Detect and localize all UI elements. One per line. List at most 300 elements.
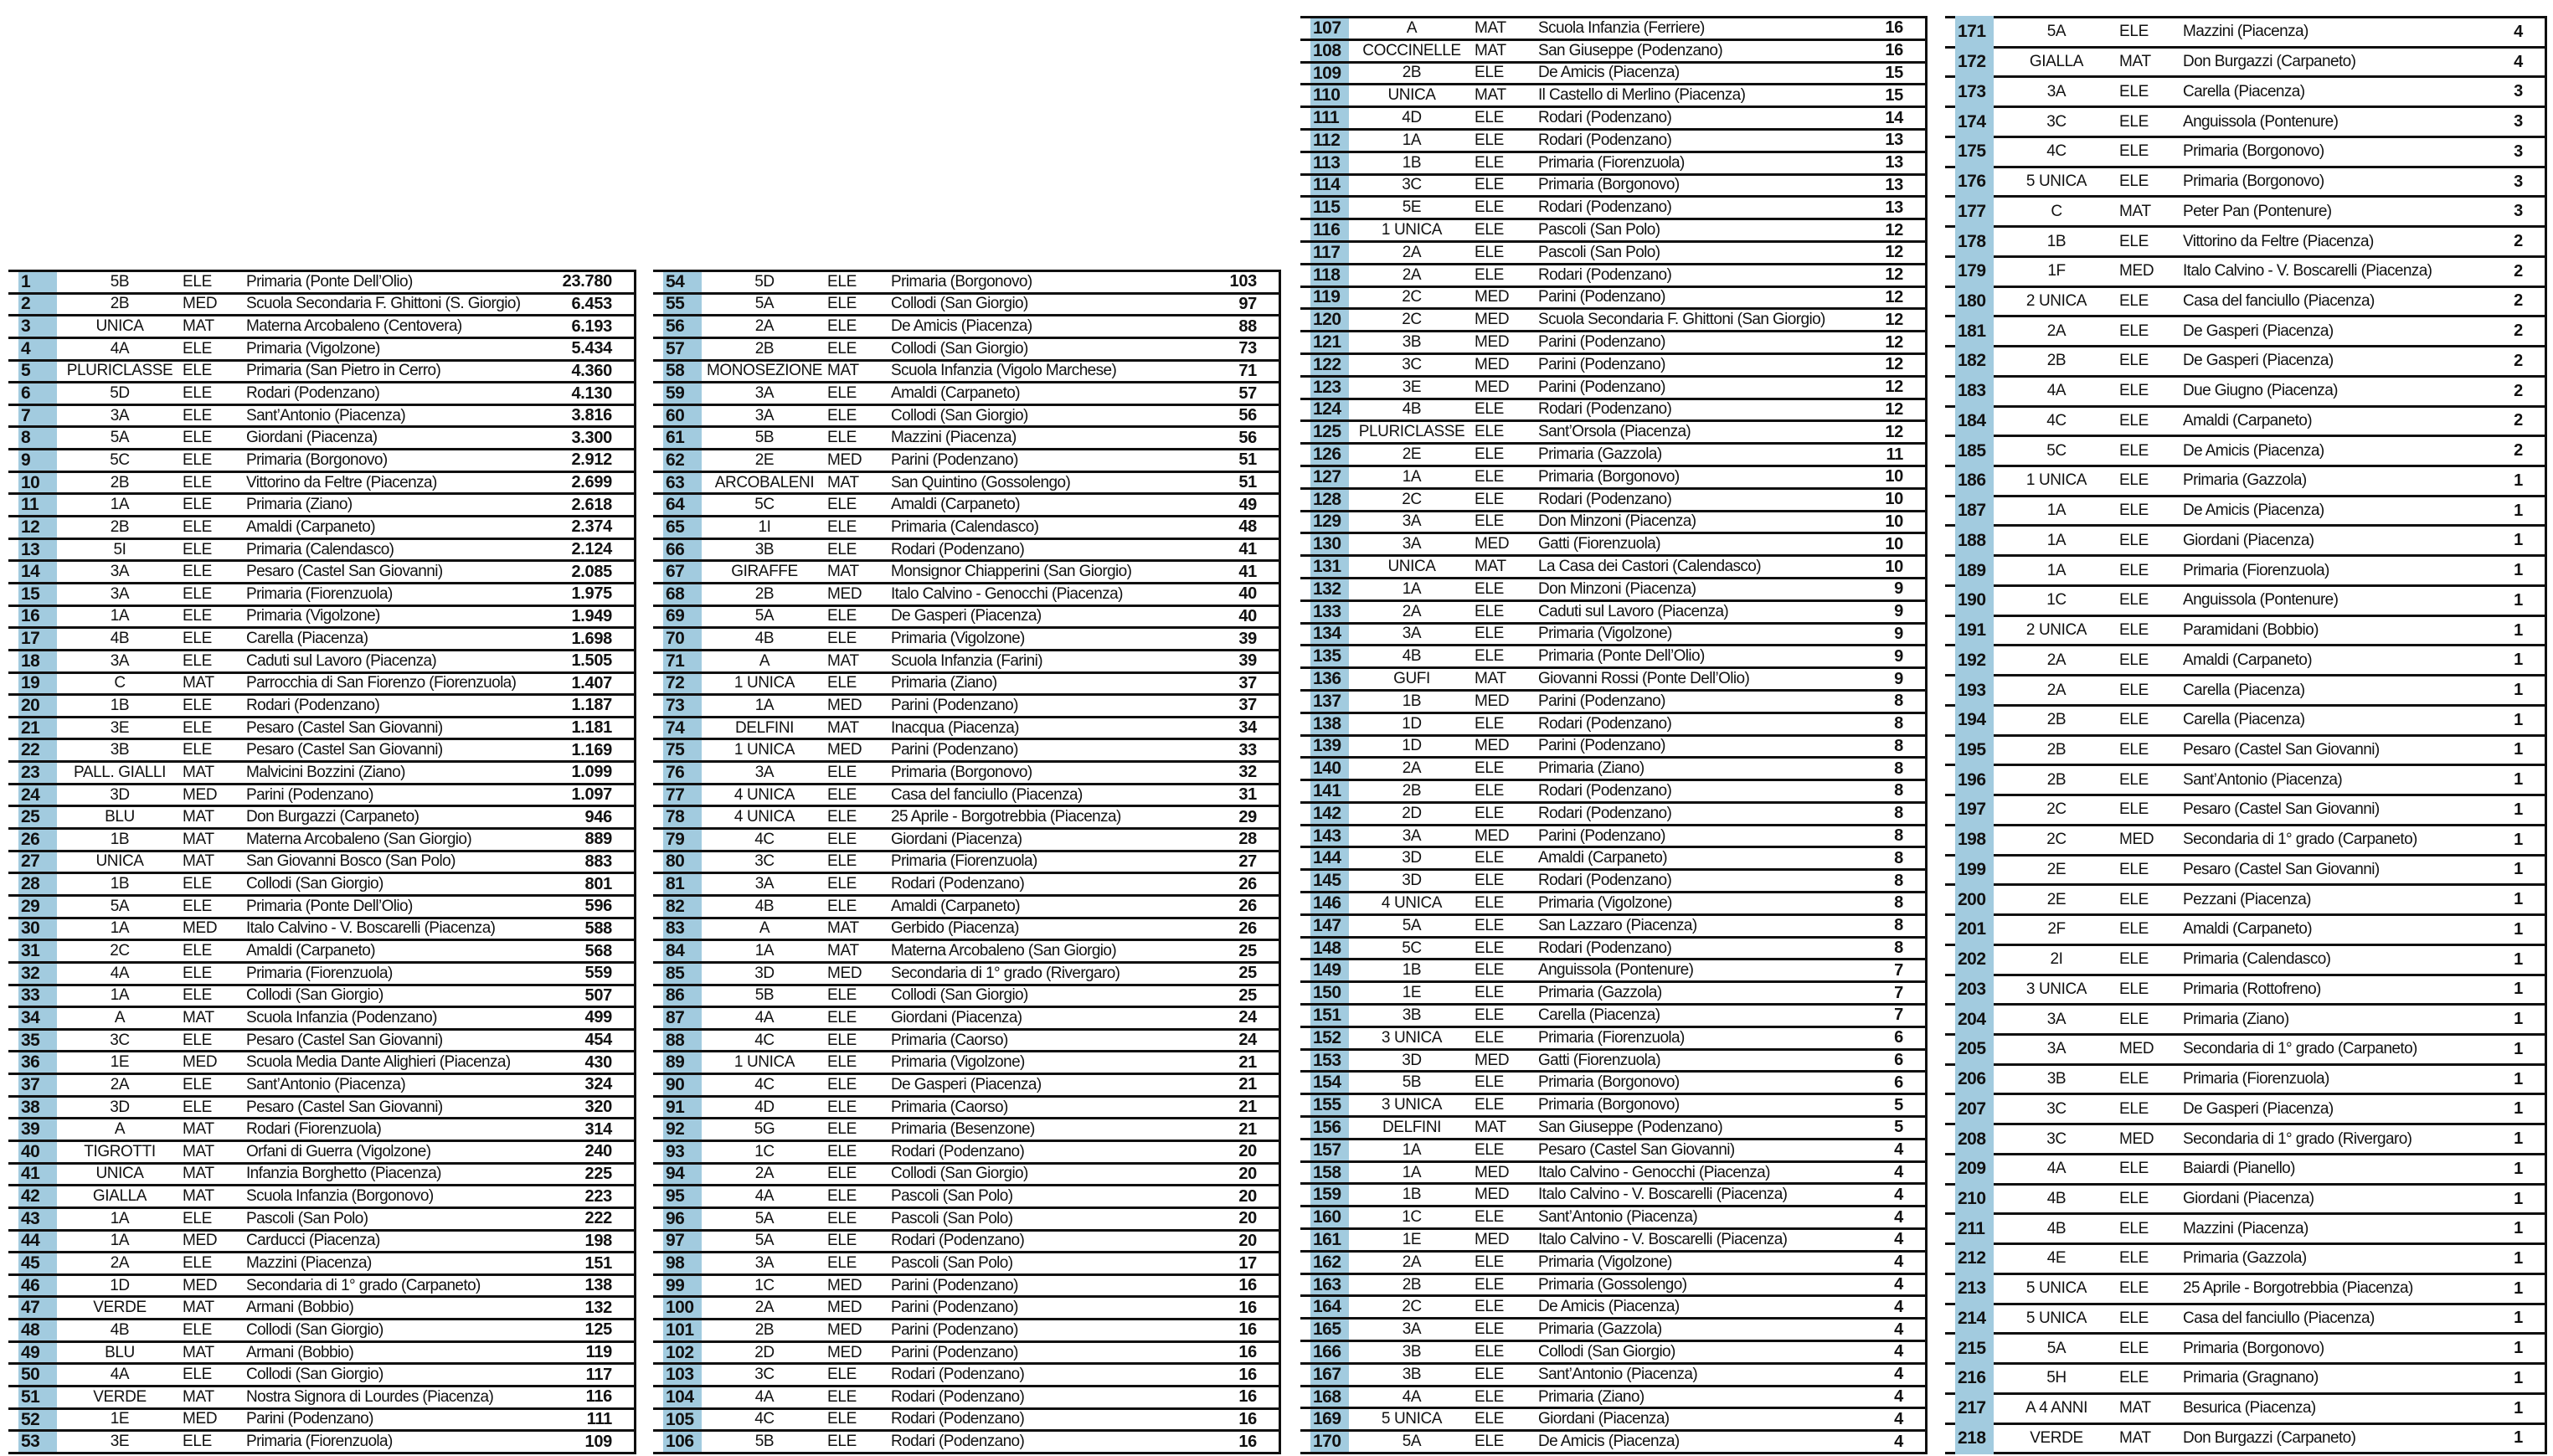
rank-cell: 168 bbox=[1313, 1387, 1341, 1407]
class-cell: 4B bbox=[2046, 1219, 2067, 1237]
type-cell: ELE bbox=[1475, 893, 1505, 912]
school-cell: De Gasperi (Piacenza) bbox=[2183, 1099, 2334, 1118]
class-cell: 2A bbox=[1402, 243, 1422, 261]
school-cell: Baiardi (Pianello) bbox=[2183, 1160, 2295, 1178]
table-row bbox=[8, 649, 634, 671]
votes-cell: 9 bbox=[1894, 579, 1903, 599]
rank-cell: 165 bbox=[1313, 1320, 1341, 1340]
type-cell: MAT bbox=[183, 1187, 214, 1206]
table-row bbox=[1945, 225, 2545, 255]
class-cell: 1B bbox=[110, 830, 130, 848]
rank-cell: 21 bbox=[21, 718, 40, 738]
rank-cell: 38 bbox=[21, 1097, 40, 1117]
votes-cell: 12 bbox=[1885, 265, 1903, 285]
table-row bbox=[653, 1385, 1279, 1407]
school-cell: Carella (Piacenza) bbox=[2183, 711, 2305, 729]
class-cell: 1A bbox=[2046, 531, 2067, 549]
class-cell: 1C bbox=[754, 1142, 775, 1160]
school-cell: De Amicis (Piacenza) bbox=[891, 317, 1032, 336]
school-cell: Secondaria di 1° grado (Rivergaro) bbox=[891, 964, 1120, 982]
votes-cell: 48 bbox=[1238, 517, 1257, 537]
table-row bbox=[8, 471, 634, 493]
table-row bbox=[1945, 524, 2545, 554]
school-cell: Primaria (Ziano) bbox=[246, 496, 353, 514]
type-cell: MED bbox=[827, 450, 862, 469]
table-row bbox=[653, 1073, 1279, 1095]
class-cell: 3C bbox=[2046, 112, 2067, 131]
votes-cell: 8 bbox=[1894, 781, 1903, 800]
class-cell: PLURICLASSE bbox=[66, 362, 173, 380]
rank-cell: 127 bbox=[1313, 466, 1341, 486]
type-cell: MED bbox=[827, 741, 862, 759]
table-row bbox=[1300, 1115, 1925, 1138]
table-row bbox=[653, 917, 1279, 939]
school-cell: Primaria (Ponte Dell’Olio) bbox=[1538, 647, 1705, 666]
table-row bbox=[8, 359, 634, 382]
rank-cell: 82 bbox=[666, 896, 685, 916]
type-cell: ELE bbox=[183, 651, 213, 670]
rank-cell: 131 bbox=[1313, 557, 1341, 577]
votes-cell: 1 bbox=[2514, 1189, 2523, 1208]
class-cell: 1 UNICA bbox=[733, 674, 795, 692]
table-row bbox=[1945, 75, 2545, 105]
votes-cell: 88 bbox=[1238, 316, 1257, 336]
school-cell: Primaria (Rottofreno) bbox=[2183, 980, 2321, 998]
type-cell: MAT bbox=[827, 563, 859, 581]
class-cell: 4C bbox=[754, 1075, 775, 1093]
school-cell: Primaria (Gragnano) bbox=[2183, 1369, 2319, 1387]
table-row bbox=[1945, 1033, 2545, 1063]
rank-cell: 44 bbox=[21, 1231, 40, 1251]
class-cell: 2A bbox=[1402, 759, 1422, 778]
votes-cell: 1.187 bbox=[571, 696, 612, 715]
rank-cell: 147 bbox=[1313, 915, 1341, 935]
type-cell: ELE bbox=[2119, 1219, 2149, 1237]
type-cell: MAT bbox=[1475, 1118, 1506, 1136]
rank-cell: 31 bbox=[21, 941, 40, 961]
class-cell: A bbox=[114, 1120, 126, 1139]
rank-cell: 2 bbox=[21, 294, 31, 314]
school-cell: Rodari (Podenzano) bbox=[1538, 714, 1672, 733]
rank-cell: 206 bbox=[1958, 1069, 1986, 1089]
rank-cell: 145 bbox=[1313, 871, 1341, 891]
table-row bbox=[1300, 599, 1925, 622]
rank-cell: 103 bbox=[666, 1365, 694, 1385]
rank-cell: 63 bbox=[666, 472, 685, 492]
table-row bbox=[1300, 779, 1925, 801]
rank-cell: 58 bbox=[666, 361, 685, 381]
school-cell: Paramidani (Bobbio) bbox=[2183, 621, 2319, 640]
votes-cell: 40 bbox=[1238, 606, 1257, 625]
table-row bbox=[1945, 644, 2545, 674]
votes-cell: 117 bbox=[585, 1365, 612, 1384]
table-row bbox=[653, 270, 1279, 292]
class-cell: 5C bbox=[2046, 441, 2067, 460]
class-cell: 1A bbox=[110, 1232, 130, 1250]
table-row bbox=[653, 716, 1279, 738]
rank-cell: 93 bbox=[666, 1141, 685, 1161]
votes-cell: 16 bbox=[1885, 41, 1903, 60]
table-row bbox=[1945, 1063, 2545, 1093]
type-cell: ELE bbox=[183, 473, 213, 491]
votes-cell: 223 bbox=[584, 1186, 612, 1206]
school-cell: Primaria (Gazzola) bbox=[2183, 1249, 2307, 1268]
table-row bbox=[1945, 465, 2545, 495]
class-cell: 2B bbox=[754, 584, 775, 603]
type-cell: ELE bbox=[1475, 1410, 1505, 1428]
type-cell: ELE bbox=[2119, 232, 2149, 250]
type-cell: ELE bbox=[1475, 445, 1505, 464]
type-cell: ELE bbox=[827, 540, 857, 558]
table-row bbox=[1300, 286, 1925, 308]
class-cell: 4A bbox=[2046, 382, 2067, 400]
class-cell: 5A bbox=[2046, 23, 2067, 41]
rank-cell: 156 bbox=[1313, 1117, 1341, 1137]
class-cell: VERDE bbox=[2030, 1428, 2083, 1447]
school-cell: Italo Calvino - V. Boscarelli (Piacenza) bbox=[246, 919, 496, 938]
votes-cell: 20 bbox=[1238, 1186, 1257, 1206]
table-row bbox=[653, 1340, 1279, 1363]
table-row bbox=[1945, 495, 2545, 525]
class-cell: A bbox=[759, 651, 770, 670]
class-cell: 4A bbox=[754, 1387, 775, 1406]
type-cell: MAT bbox=[827, 718, 859, 737]
rank-cell: 154 bbox=[1313, 1073, 1341, 1093]
school-cell: Sant’Antonio (Piacenza) bbox=[1538, 1365, 1698, 1383]
table-row bbox=[653, 292, 1279, 315]
school-cell: Mazzini (Piacenza) bbox=[2183, 1219, 2309, 1237]
type-cell: ELE bbox=[2119, 711, 2149, 729]
class-cell: 2A bbox=[1402, 265, 1422, 284]
table-row bbox=[1300, 1160, 1925, 1183]
class-cell: 1C bbox=[754, 1276, 775, 1294]
type-cell: MAT bbox=[183, 763, 214, 781]
table-row bbox=[8, 827, 634, 850]
class-cell: 3A bbox=[110, 651, 130, 670]
class-cell: 4B bbox=[754, 630, 775, 648]
school-cell: Orfani di Guerra (Vigolzone) bbox=[246, 1142, 431, 1160]
table-row bbox=[1945, 286, 2545, 316]
rank-cell: 178 bbox=[1958, 231, 1986, 251]
votes-cell: 7 bbox=[1894, 983, 1903, 1002]
type-cell: ELE bbox=[2119, 800, 2149, 819]
rank-cell: 167 bbox=[1313, 1364, 1341, 1384]
table-row bbox=[653, 872, 1279, 894]
class-cell: 2A bbox=[2046, 681, 2067, 699]
type-cell: MED bbox=[827, 1299, 862, 1317]
rank-cell: 55 bbox=[666, 294, 685, 314]
votes-cell: 12 bbox=[1885, 378, 1903, 397]
table-row bbox=[653, 314, 1279, 337]
type-cell: ELE bbox=[183, 517, 213, 536]
table-row bbox=[1300, 824, 1925, 846]
type-cell: MED bbox=[1475, 378, 1510, 396]
school-cell: De Amicis (Piacenza) bbox=[1538, 64, 1680, 82]
class-cell: 3C bbox=[1402, 176, 1422, 194]
votes-cell: 25 bbox=[1238, 964, 1257, 983]
class-cell: 2B bbox=[110, 473, 130, 491]
votes-cell: 883 bbox=[584, 851, 612, 871]
table-row bbox=[653, 649, 1279, 671]
table-row bbox=[8, 716, 634, 738]
type-cell: MED bbox=[2119, 1129, 2154, 1148]
class-cell: 3D bbox=[110, 785, 130, 804]
type-cell: ELE bbox=[2119, 950, 2149, 969]
type-cell: ELE bbox=[827, 852, 857, 871]
rank-cell: 141 bbox=[1313, 781, 1341, 800]
table-row bbox=[8, 314, 634, 337]
table-row bbox=[653, 448, 1279, 471]
votes-cell: 25 bbox=[1238, 985, 1257, 1005]
school-cell: Italo Calvino - Genocchi (Piacenza) bbox=[1538, 1163, 1770, 1181]
school-cell: Secondaria di 1° grado (Carpaneto) bbox=[2183, 831, 2417, 849]
votes-cell: 4 bbox=[1894, 1207, 1903, 1227]
class-cell: 2B bbox=[110, 517, 130, 536]
school-cell: Giordani (Piacenza) bbox=[891, 830, 1022, 848]
type-cell: ELE bbox=[183, 875, 213, 893]
school-cell: Primaria (Vigolzone) bbox=[246, 339, 380, 358]
rank-cell: 153 bbox=[1313, 1050, 1341, 1070]
table-row bbox=[1945, 854, 2545, 884]
type-cell: ELE bbox=[827, 1165, 857, 1183]
votes-cell: 8 bbox=[1894, 736, 1903, 755]
school-cell: 25 Aprile - Borgotrebbia (Piacenza) bbox=[2183, 1279, 2413, 1298]
votes-cell: 1 bbox=[2514, 1368, 2523, 1387]
type-cell: ELE bbox=[827, 1120, 857, 1139]
class-cell: 1D bbox=[110, 1276, 130, 1294]
school-cell: Parini (Podenzano) bbox=[1538, 826, 1665, 845]
school-cell: Parini (Podenzano) bbox=[246, 785, 373, 804]
type-cell: MED bbox=[183, 1276, 218, 1294]
votes-cell: 16 bbox=[1238, 1320, 1257, 1340]
school-cell: Primaria (Ziano) bbox=[1538, 1387, 1645, 1406]
class-cell: 1B bbox=[1402, 961, 1422, 980]
school-cell: Armani (Bobbio) bbox=[246, 1343, 354, 1361]
type-cell: ELE bbox=[2119, 770, 2149, 789]
class-cell: 1 UNICA bbox=[2025, 471, 2087, 490]
type-cell: MED bbox=[1475, 1186, 1510, 1204]
votes-cell: 1 bbox=[2514, 651, 2523, 670]
table-row bbox=[8, 738, 634, 760]
class-cell: 2B bbox=[1402, 781, 1422, 800]
votes-cell: 10 bbox=[1885, 534, 1903, 553]
type-cell: ELE bbox=[1475, 265, 1505, 284]
school-cell: Primaria (Fiorenzuola) bbox=[2183, 1070, 2329, 1088]
table-row bbox=[1300, 465, 1925, 487]
votes-cell: 8 bbox=[1894, 893, 1903, 913]
school-cell: Sant’Antonio (Piacenza) bbox=[246, 406, 406, 424]
type-cell: ELE bbox=[1475, 602, 1505, 620]
class-cell: 3A bbox=[2046, 1010, 2067, 1028]
rank-cell: 193 bbox=[1958, 680, 1986, 700]
class-cell: UNICA bbox=[95, 1165, 144, 1183]
class-cell: 2A bbox=[2046, 322, 2067, 340]
table-row bbox=[653, 381, 1279, 404]
school-cell: Anguissola (Pontenure) bbox=[1538, 961, 1694, 980]
school-cell: Carella (Piacenza) bbox=[2183, 82, 2305, 100]
type-cell: ELE bbox=[1475, 1140, 1505, 1159]
votes-cell: 596 bbox=[584, 897, 612, 916]
rank-cell: 30 bbox=[21, 918, 40, 939]
table-row bbox=[8, 693, 634, 716]
table-row bbox=[8, 559, 634, 582]
type-cell: ELE bbox=[1475, 961, 1505, 980]
table-row bbox=[8, 1362, 634, 1385]
votes-cell: 12 bbox=[1885, 220, 1903, 239]
table-row bbox=[653, 693, 1279, 716]
votes-cell: 1 bbox=[2514, 770, 2523, 790]
votes-cell: 2 bbox=[2514, 232, 2523, 250]
rank-cell: 135 bbox=[1313, 646, 1341, 666]
table-row bbox=[1300, 330, 1925, 352]
school-cell: Parini (Podenzano) bbox=[891, 741, 1018, 759]
school-cell: Parini (Podenzano) bbox=[891, 696, 1018, 714]
table-row bbox=[8, 404, 634, 426]
rank-cell: 19 bbox=[21, 673, 40, 693]
type-cell: ELE bbox=[2119, 531, 2149, 549]
rank-cell: 18 bbox=[21, 651, 40, 671]
rank-cell: 69 bbox=[666, 606, 685, 626]
type-cell: ELE bbox=[2119, 1099, 2149, 1118]
school-cell: De Gasperi (Piacenza) bbox=[891, 1075, 1042, 1093]
type-cell: ELE bbox=[2119, 890, 2149, 908]
rank-cell: 71 bbox=[666, 651, 685, 671]
votes-cell: 240 bbox=[584, 1142, 612, 1161]
table-row bbox=[1300, 487, 1925, 510]
table-row bbox=[1300, 195, 1925, 218]
type-cell: MED bbox=[1475, 1051, 1510, 1069]
type-cell: MED bbox=[827, 696, 862, 714]
rank-cell: 182 bbox=[1958, 351, 1986, 371]
rank-cell: 68 bbox=[666, 584, 685, 604]
table-row bbox=[8, 1140, 634, 1162]
school-cell: Primaria (Gossolengo) bbox=[1538, 1275, 1687, 1294]
class-cell: 1A bbox=[754, 696, 775, 714]
table-row bbox=[1945, 136, 2545, 166]
school-cell: Rodari (Podenzano) bbox=[891, 1410, 1025, 1428]
votes-cell: 1 bbox=[2514, 1099, 2523, 1119]
type-cell: ELE bbox=[827, 1410, 857, 1428]
type-cell: MED bbox=[1475, 333, 1510, 352]
rank-cell: 143 bbox=[1313, 826, 1341, 846]
class-cell: 1E bbox=[110, 1053, 130, 1072]
school-cell: Collodi (San Giorgio) bbox=[246, 1320, 383, 1339]
type-cell: ELE bbox=[1475, 647, 1505, 666]
rank-cell: 86 bbox=[666, 985, 685, 1006]
table-row bbox=[653, 425, 1279, 448]
type-cell: ELE bbox=[1475, 1433, 1505, 1451]
votes-cell: 2 bbox=[2514, 441, 2523, 460]
ranking-table-column-4 bbox=[1945, 16, 2547, 1454]
votes-cell: 324 bbox=[584, 1075, 612, 1094]
votes-cell: 1 bbox=[2514, 531, 2523, 550]
school-cell: Mazzini (Piacenza) bbox=[2183, 23, 2309, 41]
table-row bbox=[8, 292, 634, 315]
school-cell: Primaria (Gazzola) bbox=[1538, 445, 1662, 464]
votes-cell: 21 bbox=[1238, 1119, 1257, 1139]
rank-cell: 120 bbox=[1313, 310, 1341, 330]
class-cell: A bbox=[114, 1008, 126, 1026]
rank-cell: 6 bbox=[21, 383, 31, 404]
school-cell: Primaria (Fiorenzuola) bbox=[1538, 153, 1685, 172]
rank-cell: 177 bbox=[1958, 201, 1986, 221]
class-cell: 2A bbox=[754, 317, 775, 336]
table-row bbox=[1945, 1332, 2545, 1362]
school-cell: Pesaro (Castel San Giovanni) bbox=[246, 718, 443, 737]
table-row bbox=[8, 805, 634, 827]
votes-cell: 32 bbox=[1238, 763, 1257, 782]
table-row bbox=[8, 448, 634, 471]
ranking-table-column-2 bbox=[653, 270, 1281, 1454]
class-cell: 2C bbox=[1402, 288, 1422, 306]
class-cell: C bbox=[114, 674, 126, 692]
type-cell: ELE bbox=[183, 584, 213, 603]
school-cell: Gatti (Fiorenzuola) bbox=[1538, 535, 1660, 553]
school-cell: Pesaro (Castel San Giovanni) bbox=[246, 1031, 443, 1049]
rank-cell: 87 bbox=[666, 1007, 685, 1027]
type-cell: ELE bbox=[827, 830, 857, 848]
votes-cell: 6.193 bbox=[571, 316, 612, 336]
school-cell: Pesaro (Castel San Giovanni) bbox=[246, 741, 443, 759]
rank-cell: 7 bbox=[21, 405, 31, 425]
rank-cell: 164 bbox=[1313, 1297, 1341, 1317]
votes-cell: 20 bbox=[1238, 1209, 1257, 1228]
table-row bbox=[8, 1028, 634, 1051]
school-cell: De Amicis (Piacenza) bbox=[1538, 1298, 1680, 1316]
votes-cell: 1 bbox=[2514, 1069, 2523, 1088]
table-row bbox=[1300, 868, 1925, 891]
school-cell: Primaria (Borgonovo) bbox=[1538, 467, 1680, 486]
class-cell: 5H bbox=[2046, 1369, 2067, 1387]
class-cell: 3D bbox=[1402, 1051, 1422, 1069]
rank-cell: 176 bbox=[1958, 172, 1986, 192]
class-cell: 5A bbox=[754, 1232, 775, 1250]
class-cell: 4A bbox=[2046, 1160, 2067, 1178]
table-row bbox=[653, 1184, 1279, 1206]
votes-cell: 1.698 bbox=[571, 629, 612, 648]
type-cell: ELE bbox=[183, 540, 213, 558]
type-cell: ELE bbox=[1475, 1073, 1505, 1092]
rank-cell: 92 bbox=[666, 1119, 685, 1140]
votes-cell: 4 bbox=[1894, 1230, 1903, 1249]
school-cell: Secondaria di 1° grado (Carpaneto) bbox=[2183, 1040, 2417, 1058]
type-cell: ELE bbox=[1475, 131, 1505, 149]
type-cell: ELE bbox=[183, 986, 213, 1005]
votes-cell: 109 bbox=[584, 1432, 612, 1451]
type-cell: MAT bbox=[827, 473, 859, 491]
votes-cell: 1 bbox=[2514, 681, 2523, 700]
class-cell: 2F bbox=[2047, 920, 2066, 939]
table-row bbox=[653, 559, 1279, 582]
type-cell: ELE bbox=[2119, 23, 2149, 41]
class-cell: 2C bbox=[110, 942, 130, 960]
type-cell: ELE bbox=[1475, 579, 1505, 598]
table-row bbox=[1300, 16, 1925, 39]
class-cell: 3C bbox=[754, 1366, 775, 1384]
type-cell: ELE bbox=[2119, 1369, 2149, 1387]
school-cell: Primaria (Caorso) bbox=[891, 1098, 1008, 1116]
school-cell: Rodari (Podenzano) bbox=[1538, 490, 1672, 508]
rank-cell: 162 bbox=[1313, 1252, 1341, 1272]
type-cell: ELE bbox=[1475, 198, 1505, 217]
class-cell: 4A bbox=[110, 964, 130, 982]
type-cell: MED bbox=[183, 1410, 218, 1428]
school-cell: Primaria (Ziano) bbox=[891, 674, 997, 692]
type-cell: ELE bbox=[827, 1008, 857, 1026]
school-cell: Rodari (Podenzano) bbox=[1538, 872, 1672, 890]
school-cell: Rodari (Podenzano) bbox=[891, 540, 1025, 558]
type-cell: MAT bbox=[183, 317, 214, 336]
